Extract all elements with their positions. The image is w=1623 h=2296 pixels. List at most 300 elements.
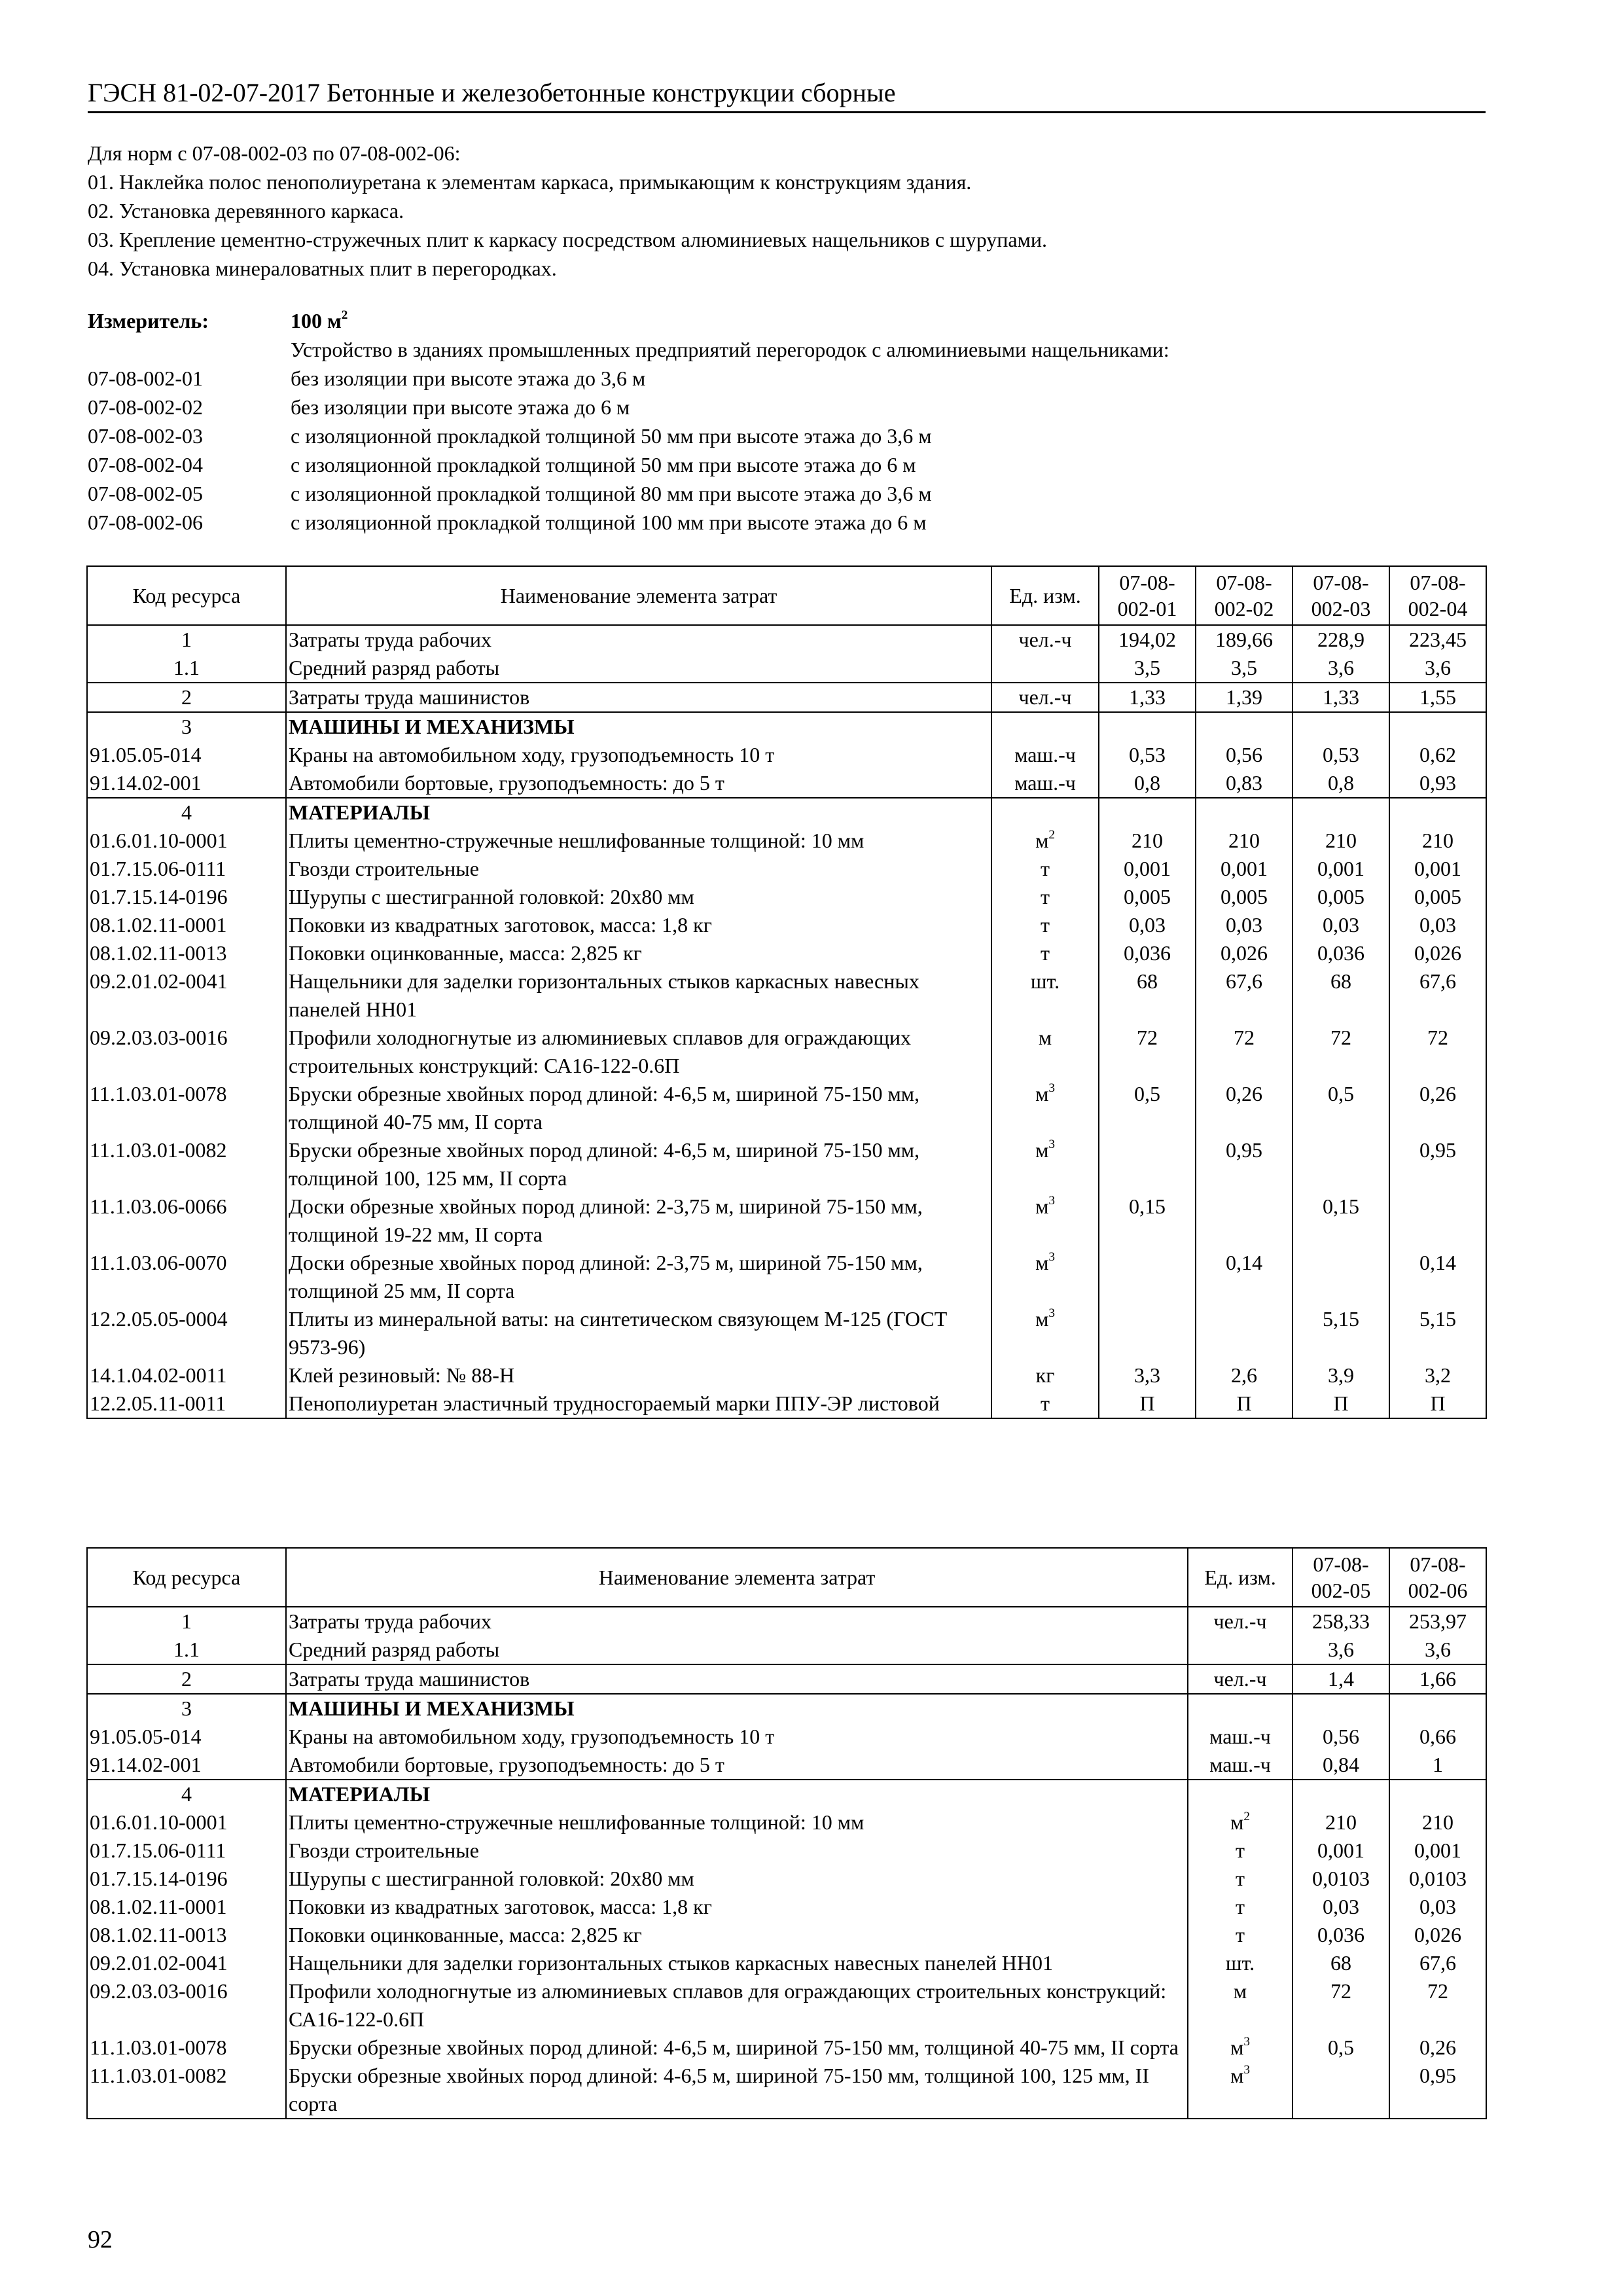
resource-name: Шурупы с шестигранной головкой: 20х80 мм <box>286 1865 1188 1893</box>
table-row <box>87 654 1486 683</box>
resources-table-1 <box>86 565 1487 1419</box>
resource-code: 4 <box>87 798 286 827</box>
norm-value: 5,15 <box>1293 1305 1389 1361</box>
resource-code: 14.1.04.02-0011 <box>87 1361 286 1390</box>
table-row <box>87 2062 1486 2119</box>
resource-code: 09.2.01.02-0041 <box>87 1949 286 1977</box>
resource-name: Доски обрезные хвойных пород длиной: 2-3,75 м, шириной 75-150 мм, толщиной 25 мм, II сорта <box>286 1249 991 1305</box>
norm-value <box>1389 1780 1486 1808</box>
norm-value: 0,95 <box>1389 2062 1486 2119</box>
norm-value: 68 <box>1099 967 1196 1024</box>
intro-line: Для норм с 07-08-002-03 по 07-08-002-06: <box>88 141 461 165</box>
norm-value: 0,005 <box>1196 883 1293 911</box>
resource-name: МАШИНЫ И МЕХАНИЗМЫ <box>286 712 991 741</box>
norm-value <box>1196 1305 1293 1361</box>
norm-value: 0,66 <box>1389 1723 1486 1751</box>
norm-value: 194,02 <box>1099 625 1196 654</box>
norm-value: 3,6 <box>1389 1636 1486 1664</box>
resource-unit: чел.-ч <box>991 625 1099 654</box>
norm-value <box>1099 1249 1196 1305</box>
norm-value: 1,39 <box>1196 683 1293 712</box>
table-row <box>87 1837 1486 1865</box>
intro-line: 01. Наклейка полос пенополиуретана к элементам каркаса, примыкающим к конструкциям здания. <box>88 170 972 194</box>
resource-name: Плиты цементно-стружечные нешлифованные толщиной: 10 мм <box>286 827 991 855</box>
resource-name: Бруски обрезные хвойных пород длиной: 4-6,5 м, шириной 75-150 мм, толщиной 100, 125 мм, II сорта <box>286 1136 991 1193</box>
meter-description: Устройство в зданиях промышленных предприятий перегородок с алюминиевыми нащельниками: <box>291 338 1169 361</box>
intro-line: 03. Крепление цементно-стружечных плит к каркасу посредством алюминиевых нащельников с шурупами. <box>88 228 1047 251</box>
resource-name: Плиты цементно-стружечные нешлифованные толщиной: 10 мм <box>286 1808 1188 1837</box>
resource-unit: т <box>991 939 1099 967</box>
norm-value: 0,036 <box>1099 939 1196 967</box>
resource-name: Гвозди строительные <box>286 1837 1188 1865</box>
norm-value: 189,66 <box>1196 625 1293 654</box>
norm-text: с изоляционной прокладкой толщиной 80 мм при высоте этажа до 3,6 м <box>291 482 932 505</box>
resource-name: Средний разряд работы <box>286 654 991 683</box>
resource-name: Профили холодногнутые из алюминиевых сплавов для ограждающих строительных конструкций: СА16-122-0.6П <box>286 1024 991 1080</box>
resource-name: Затраты труда машинистов <box>286 1664 1188 1694</box>
table-row <box>87 798 1486 827</box>
norm-value <box>1293 1694 1389 1723</box>
resource-unit: т <box>991 911 1099 939</box>
table-row <box>87 827 1486 855</box>
running-header <box>88 75 1486 113</box>
resource-name: Краны на автомобильном ходу, грузоподъемность 10 т <box>286 741 991 769</box>
resource-unit: чел.-ч <box>1188 1607 1293 1636</box>
resource-unit: $м^3$ <box>991 1305 1099 1361</box>
resource-name: МАТЕРИАЛЫ <box>286 1780 1188 1808</box>
norm-value: 67,6 <box>1389 967 1486 1024</box>
resource-name: Нащельники для заделки горизонтальных стыков каркасных навесных панелей НН01 <box>286 967 991 1024</box>
table-row <box>87 683 1486 712</box>
norm-value <box>1099 1136 1196 1193</box>
norm-value: 1,33 <box>1099 683 1196 712</box>
resource-code: 01.7.15.06-0111 <box>87 855 286 883</box>
table-header-row <box>87 566 1486 625</box>
norm-value: 72 <box>1099 1024 1196 1080</box>
table-row <box>87 1808 1486 1837</box>
norm-value <box>1389 712 1486 741</box>
resource-unit: маш.-ч <box>991 741 1099 769</box>
norm-text: с изоляционной прокладкой толщиной 100 мм при высоте этажа до 6 м <box>291 511 927 534</box>
norm-value: 0,0103 <box>1293 1865 1389 1893</box>
norm-value: 1,66 <box>1389 1664 1486 1694</box>
table-row <box>87 741 1486 769</box>
table-row <box>87 1249 1486 1305</box>
header-norm-column: 07-08- 002-02 <box>1196 566 1293 625</box>
resource-name: Краны на автомобильном ходу, грузоподъемность 10 т <box>286 1723 1188 1751</box>
norm-value: 0,14 <box>1196 1249 1293 1305</box>
norm-value: 0,001 <box>1099 855 1196 883</box>
norm-value: П <box>1389 1390 1486 1418</box>
meter-value: 100 $м^2$ <box>291 308 348 332</box>
resource-code: 01.7.15.06-0111 <box>87 1837 286 1865</box>
resource-name: Бруски обрезные хвойных пород длиной: 4-6,5 м, шириной 75-150 мм, толщиной 40-75 мм, II сорта <box>286 1080 991 1136</box>
norm-value: 0,53 <box>1099 741 1196 769</box>
header-name: Наименование элемента затрат <box>286 566 991 625</box>
norm-value: 0,03 <box>1293 911 1389 939</box>
norm-value: 1,33 <box>1293 683 1389 712</box>
norm-code: 07-08-002-05 <box>88 482 203 505</box>
resource-code: 12.2.05.05-0004 <box>87 1305 286 1361</box>
norm-value: 210 <box>1196 827 1293 855</box>
resource-code: 3 <box>87 712 286 741</box>
norm-value: 210 <box>1293 1808 1389 1837</box>
norm-value: 0,001 <box>1293 1837 1389 1865</box>
resource-unit: м <box>991 1024 1099 1080</box>
norm-value: 0,26 <box>1196 1080 1293 1136</box>
table-row <box>87 939 1486 967</box>
table-row <box>87 1977 1486 2034</box>
norm-value: 2,6 <box>1196 1361 1293 1390</box>
norm-value: 0,001 <box>1389 1837 1486 1865</box>
norm-value: 3,5 <box>1196 654 1293 683</box>
resource-unit <box>991 654 1099 683</box>
resource-name: Клей резиновый: № 88-Н <box>286 1361 991 1390</box>
resource-code: 2 <box>87 683 286 712</box>
resource-code: 09.2.01.02-0041 <box>87 967 286 1024</box>
resource-code: 1 <box>87 625 286 654</box>
resource-code: 01.7.15.14-0196 <box>87 883 286 911</box>
norm-value: 210 <box>1389 1808 1486 1837</box>
table-row <box>87 1080 1486 1136</box>
norm-value: 0,03 <box>1389 1893 1486 1921</box>
work-composition <box>88 139 1486 283</box>
table-row <box>87 1723 1486 1751</box>
resource-code: 12.2.05.11-0011 <box>87 1390 286 1418</box>
resource-name: Автомобили бортовые, грузоподъемность: до 5 т <box>286 1751 1188 1780</box>
table-row <box>87 625 1486 654</box>
norm-value: 0,5 <box>1099 1080 1196 1136</box>
norm-value: 0,5 <box>1293 2034 1389 2062</box>
norm-value: 210 <box>1389 827 1486 855</box>
resource-code: 2 <box>87 1664 286 1694</box>
norm-value <box>1196 712 1293 741</box>
norm-value: 258,33 <box>1293 1607 1389 1636</box>
norm-value <box>1099 1305 1196 1361</box>
intro-line: 02. Установка деревянного каркаса. <box>88 199 404 223</box>
resource-unit: чел.-ч <box>1188 1664 1293 1694</box>
norm-value <box>1099 712 1196 741</box>
resource-name: Автомобили бортовые, грузоподъемность: до 5 т <box>286 769 991 798</box>
norm-value: 0,036 <box>1293 939 1389 967</box>
norm-text: без изоляции при высоте этажа до 3,6 м <box>291 367 646 390</box>
norm-text: без изоляции при высоте этажа до 6 м <box>291 395 630 419</box>
norm-value: 0,26 <box>1389 2034 1486 2062</box>
resource-unit: т <box>991 855 1099 883</box>
norm-value: 0,53 <box>1293 741 1389 769</box>
resource-unit: $м^3$ <box>991 1136 1099 1193</box>
resource-name: Плиты из минеральной ваты: на синтетическом связующем М-125 (ГОСТ 9573-96) <box>286 1305 991 1361</box>
resources-table-2 <box>86 1547 1487 2119</box>
header-unit: Ед. изм. <box>1188 1548 1293 1607</box>
norm-value: 0,95 <box>1389 1136 1486 1193</box>
resource-code: 3 <box>87 1694 286 1723</box>
norm-value: 0,005 <box>1389 883 1486 911</box>
resource-unit: т <box>1188 1921 1293 1949</box>
header-norm-column: 07-08- 002-03 <box>1293 566 1389 625</box>
resource-unit: м <box>1188 1977 1293 2034</box>
resource-unit: $м^3$ <box>1188 2062 1293 2119</box>
norm-value: 0,036 <box>1293 1921 1389 1949</box>
resource-unit: маш.-ч <box>991 769 1099 798</box>
norm-value: 0,0103 <box>1389 1865 1486 1893</box>
table-row <box>87 1780 1486 1808</box>
resource-code: 11.1.03.01-0082 <box>87 1136 286 1193</box>
resource-code: 4 <box>87 1780 286 1808</box>
norm-value: 5,15 <box>1389 1305 1486 1361</box>
header-name: Наименование элемента затрат <box>286 1548 1188 1607</box>
meter-label: Измеритель: <box>88 309 209 332</box>
resource-code: 01.6.01.10-0001 <box>87 827 286 855</box>
resource-unit: $м^3$ <box>1188 2034 1293 2062</box>
norm-value: 3,5 <box>1099 654 1196 683</box>
norm-value: 223,45 <box>1389 625 1486 654</box>
resource-name: Средний разряд работы <box>286 1636 1188 1664</box>
resource-code: 1.1 <box>87 1636 286 1664</box>
resource-code: 08.1.02.11-0001 <box>87 1893 286 1921</box>
resource-unit: чел.-ч <box>991 683 1099 712</box>
meter-block <box>88 306 1486 537</box>
norm-text: с изоляционной прокладкой толщиной 50 мм при высоте этажа до 3,6 м <box>291 424 932 448</box>
resource-code: 1.1 <box>87 654 286 683</box>
resource-name: Профили холодногнутые из алюминиевых сплавов для ограждающих строительных конструкций: СА16-122-0.6П <box>286 1977 1188 2034</box>
norm-value <box>1196 798 1293 827</box>
table-row <box>87 1607 1486 1636</box>
norm-value: 3,3 <box>1099 1361 1196 1390</box>
norm-value: 0,005 <box>1099 883 1196 911</box>
norm-value: 0,03 <box>1099 911 1196 939</box>
header-unit: Ед. изм. <box>991 566 1099 625</box>
resource-unit: т <box>991 883 1099 911</box>
norm-value <box>1389 798 1486 827</box>
resource-code: 11.1.03.01-0078 <box>87 1080 286 1136</box>
resource-name: Поковки оцинкованные, масса: 2,825 кг <box>286 1921 1188 1949</box>
norm-value: 0,15 <box>1099 1193 1196 1249</box>
table-row <box>87 1636 1486 1664</box>
norm-value: 72 <box>1293 1977 1389 2034</box>
norm-value: 0,026 <box>1389 1921 1486 1949</box>
resource-code: 11.1.03.01-0082 <box>87 2062 286 2119</box>
header-norm-column: 07-08- 002-04 <box>1389 566 1486 625</box>
norm-value: 0,03 <box>1293 1893 1389 1921</box>
resource-unit: маш.-ч <box>1188 1723 1293 1751</box>
header-norm-column: 07-08- 002-01 <box>1099 566 1196 625</box>
intro-line: 04. Установка минераловатных плит в перегородках. <box>88 257 557 280</box>
norm-value: 67,6 <box>1196 967 1293 1024</box>
page-number: 92 <box>88 2226 113 2253</box>
resource-name: Поковки из квадратных заготовок, масса: 1,8 кг <box>286 1893 1188 1921</box>
resource-unit: $м^3$ <box>991 1080 1099 1136</box>
header-code: Код ресурса <box>87 1548 286 1607</box>
table-row <box>87 1694 1486 1723</box>
header-title: ГЭСН 81-02-07-2017 Бетонные и железобетонные конструкции сборные <box>88 78 896 107</box>
table-row <box>87 1305 1486 1361</box>
resource-code: 11.1.03.06-0066 <box>87 1193 286 1249</box>
resource-name: Бруски обрезные хвойных пород длиной: 4-6,5 м, шириной 75-150 мм, толщиной 40-75 мм, II сорта <box>286 2034 1188 2062</box>
norm-value <box>1293 1136 1389 1193</box>
norm-value: 210 <box>1099 827 1196 855</box>
resource-unit: кг <box>991 1361 1099 1390</box>
table-row <box>87 1664 1486 1694</box>
norm-value: 0,83 <box>1196 769 1293 798</box>
norm-value: 0,8 <box>1293 769 1389 798</box>
resource-code: 11.1.03.01-0078 <box>87 2034 286 2062</box>
norm-value: 0,84 <box>1293 1751 1389 1780</box>
norm-value: 3,6 <box>1293 654 1389 683</box>
norm-value: 228,9 <box>1293 625 1389 654</box>
norm-code: 07-08-002-04 <box>88 453 203 476</box>
resource-unit: т <box>1188 1893 1293 1921</box>
resource-code: 08.1.02.11-0013 <box>87 939 286 967</box>
resource-code: 09.2.03.03-0016 <box>87 1024 286 1080</box>
table-row <box>87 883 1486 911</box>
resource-unit: $м^3$ <box>991 1193 1099 1249</box>
norm-value: 0,03 <box>1196 911 1293 939</box>
resource-code: 91.05.05-014 <box>87 741 286 769</box>
resource-unit: шт. <box>991 967 1099 1024</box>
table-row <box>87 1949 1486 1977</box>
norm-value: 68 <box>1293 1949 1389 1977</box>
norm-value: 72 <box>1389 1977 1486 2034</box>
norm-value: 0,93 <box>1389 769 1486 798</box>
resource-code: 91.14.02-001 <box>87 1751 286 1780</box>
table-row <box>87 1390 1486 1418</box>
norm-value: 0,001 <box>1389 855 1486 883</box>
resource-unit: т <box>991 1390 1099 1418</box>
table-row <box>87 769 1486 798</box>
resource-unit: $м^3$ <box>991 1249 1099 1305</box>
norm-value <box>1293 2062 1389 2119</box>
norm-value: 0,8 <box>1099 769 1196 798</box>
norm-code: 07-08-002-01 <box>88 367 203 390</box>
norm-value: 0,26 <box>1389 1080 1486 1136</box>
norm-value: П <box>1099 1390 1196 1418</box>
resource-code: 91.05.05-014 <box>87 1723 286 1751</box>
resource-unit <box>1188 1780 1293 1808</box>
table-row <box>87 1136 1486 1193</box>
resource-code: 08.1.02.11-0013 <box>87 1921 286 1949</box>
norm-value: 0,026 <box>1196 939 1293 967</box>
table-row <box>87 967 1486 1024</box>
resource-name: Доски обрезные хвойных пород длиной: 2-3,75 м, шириной 75-150 мм, толщиной 19-22 мм, II сорта <box>286 1193 991 1249</box>
table-row <box>87 2034 1486 2062</box>
norm-value: П <box>1196 1390 1293 1418</box>
norm-value: 67,6 <box>1389 1949 1486 1977</box>
norm-value: 0,56 <box>1293 1723 1389 1751</box>
norm-value <box>1099 798 1196 827</box>
norm-value: 0,001 <box>1293 855 1389 883</box>
norm-value: 1,55 <box>1389 683 1486 712</box>
norm-value: 0,001 <box>1196 855 1293 883</box>
resource-unit <box>1188 1694 1293 1723</box>
norm-value: 1,4 <box>1293 1664 1389 1694</box>
header-norm-column: 07-08- 002-05 <box>1293 1548 1389 1607</box>
norm-code: 07-08-002-06 <box>88 511 203 534</box>
resource-code: 91.14.02-001 <box>87 769 286 798</box>
norm-value: 72 <box>1293 1024 1389 1080</box>
resource-code: 11.1.03.06-0070 <box>87 1249 286 1305</box>
norm-value: 0,5 <box>1293 1080 1389 1136</box>
norm-value: 0,14 <box>1389 1249 1486 1305</box>
table-header-row <box>87 1548 1486 1607</box>
resource-name: МАТЕРИАЛЫ <box>286 798 991 827</box>
table-row <box>87 1024 1486 1080</box>
table-row <box>87 1921 1486 1949</box>
resource-name: Гвозди строительные <box>286 855 991 883</box>
resource-name: Затраты труда рабочих <box>286 625 991 654</box>
norm-value <box>1389 1193 1486 1249</box>
norm-value: 0,56 <box>1196 741 1293 769</box>
resource-unit: $м^2$ <box>1188 1808 1293 1837</box>
resource-unit: шт. <box>1188 1949 1293 1977</box>
table-row <box>87 1893 1486 1921</box>
norm-text: с изоляционной прокладкой толщиной 50 мм при высоте этажа до 6 м <box>291 453 916 476</box>
resource-name: Нащельники для заделки горизонтальных стыков каркасных навесных панелей НН01 <box>286 1949 1188 1977</box>
norm-value: 1 <box>1389 1751 1486 1780</box>
table-row <box>87 1751 1486 1780</box>
resource-unit: $м^2$ <box>991 827 1099 855</box>
resource-code: 08.1.02.11-0001 <box>87 911 286 939</box>
table-row <box>87 911 1486 939</box>
table-row <box>87 1193 1486 1249</box>
norm-value <box>1293 712 1389 741</box>
resource-code: 01.6.01.10-0001 <box>87 1808 286 1837</box>
resource-name: Шурупы с шестигранной головкой: 20х80 мм <box>286 883 991 911</box>
norm-value <box>1293 1780 1389 1808</box>
norm-value <box>1389 1694 1486 1723</box>
table-row <box>87 1361 1486 1390</box>
resource-name: Бруски обрезные хвойных пород длиной: 4-6,5 м, шириной 75-150 мм, толщиной 100, 125 мм, II сорта <box>286 2062 1188 2119</box>
header-norm-column: 07-08- 002-06 <box>1389 1548 1486 1607</box>
norm-code: 07-08-002-03 <box>88 424 203 448</box>
norm-value: 68 <box>1293 967 1389 1024</box>
resource-code: 1 <box>87 1607 286 1636</box>
resource-unit: маш.-ч <box>1188 1751 1293 1780</box>
norm-value: 3,2 <box>1389 1361 1486 1390</box>
resource-unit: т <box>1188 1865 1293 1893</box>
norm-value: 72 <box>1196 1024 1293 1080</box>
norm-value: 0,005 <box>1293 883 1389 911</box>
norm-value: 0,15 <box>1293 1193 1389 1249</box>
norm-value <box>1293 798 1389 827</box>
norm-value: 3,6 <box>1293 1636 1389 1664</box>
norm-value: 72 <box>1389 1024 1486 1080</box>
table-row <box>87 855 1486 883</box>
norm-value <box>1293 1249 1389 1305</box>
norm-code: 07-08-002-02 <box>88 395 203 419</box>
norm-value: 0,03 <box>1389 911 1486 939</box>
resource-code: 09.2.03.03-0016 <box>87 1977 286 2034</box>
norm-value: 253,97 <box>1389 1607 1486 1636</box>
norm-value: 3,9 <box>1293 1361 1389 1390</box>
resource-name: Затраты труда рабочих <box>286 1607 1188 1636</box>
resource-unit <box>991 712 1099 741</box>
norm-value: 210 <box>1293 827 1389 855</box>
table-row <box>87 712 1486 741</box>
header-code: Код ресурса <box>87 566 286 625</box>
resource-code: 01.7.15.14-0196 <box>87 1865 286 1893</box>
resource-unit <box>1188 1636 1293 1664</box>
norm-value: 0,026 <box>1389 939 1486 967</box>
resource-unit: т <box>1188 1837 1293 1865</box>
norm-value: 3,6 <box>1389 654 1486 683</box>
table-row <box>87 1865 1486 1893</box>
norm-value: 0,95 <box>1196 1136 1293 1193</box>
resource-unit <box>991 798 1099 827</box>
resource-name: Поковки из квадратных заготовок, масса: 1,8 кг <box>286 911 991 939</box>
norm-value: П <box>1293 1390 1389 1418</box>
norm-value <box>1196 1193 1293 1249</box>
